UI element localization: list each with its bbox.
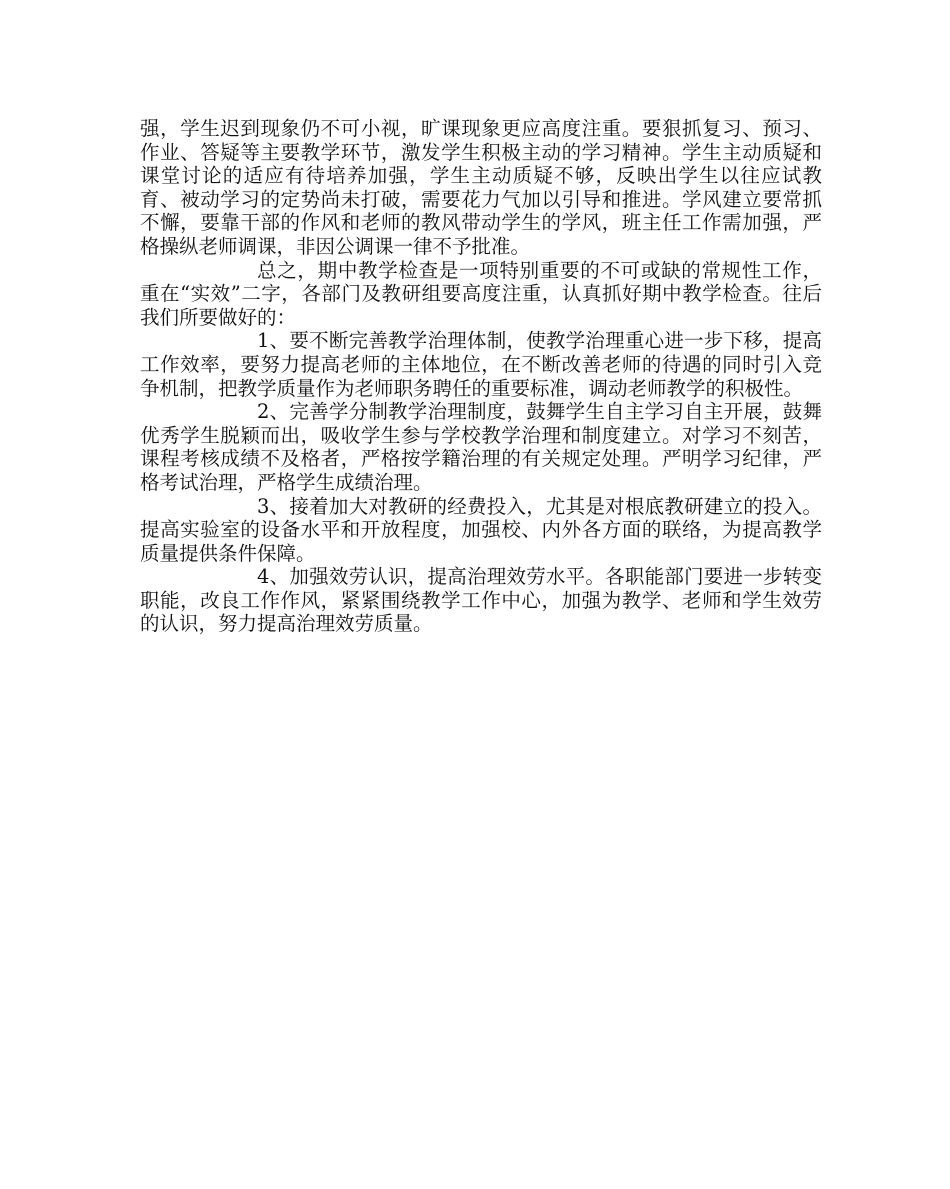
paragraph-item-4: 4、加强效劳认识，提高治理效劳水平。各职能部门要进一步转变职能，改良工作作风，紧紧围绕教学工作中心，加强为教学、老师和学生效劳的认识，努力提高治理效劳质量。 [140, 565, 822, 636]
paragraph-summary: 总之，期中教学检查是一项特别重要的不可或缺的常规性工作，重在“实效”二字，各部门及教研组要高度注重，认真抓好期中教学检查。往后我们所要做好的： [140, 258, 822, 329]
paragraph-item-3: 3、接着加大对教研的经费投入，尤其是对根底教研建立的投入。提高实验室的设备水平和开放程度，加强校、内外各方面的联络，为提高教学质量提供条件保障。 [140, 494, 822, 565]
document-body [140, 117, 822, 636]
paragraph-item-2: 2、完善学分制教学治理制度，鼓舞学生自主学习自主开展，鼓舞优秀学生脱颖而出，吸收学生参与学校教学治理和制度建立。对学习不刻苦，课程考核成绩不及格者，严格按学籍治理的有关规定处理。严明学习纪律，严格考试治理，严格学生成绩治理。 [140, 400, 822, 494]
paragraph-continuation: 强，学生迟到现象仍不可小视，旷课现象更应高度注重。要狠抓复习、预习、作业、答疑等主要教学环节，激发学生积极主动的学习精神。学生主动质疑和课堂讨论的适应有待培养加强，学生主动质疑不够，反映出学生以往应试教育、被动学习的定势尚未打破，需要花力气加以引导和推进。学风建立要常抓不懈，要靠干部的作风和老师的教风带动学生的学风，班主任工作需加强，严格操纵老师调课，非因公调课一律不予批准。 [140, 117, 822, 258]
paragraph-item-1: 1、要不断完善教学治理体制，使教学治理重心进一步下移，提高工作效率，要努力提高老师的主体地位，在不断改善老师的待遇的同时引入竞争机制，把教学质量作为老师职务聘任的重要标准，调动老师教学的积极性。 [140, 329, 822, 400]
